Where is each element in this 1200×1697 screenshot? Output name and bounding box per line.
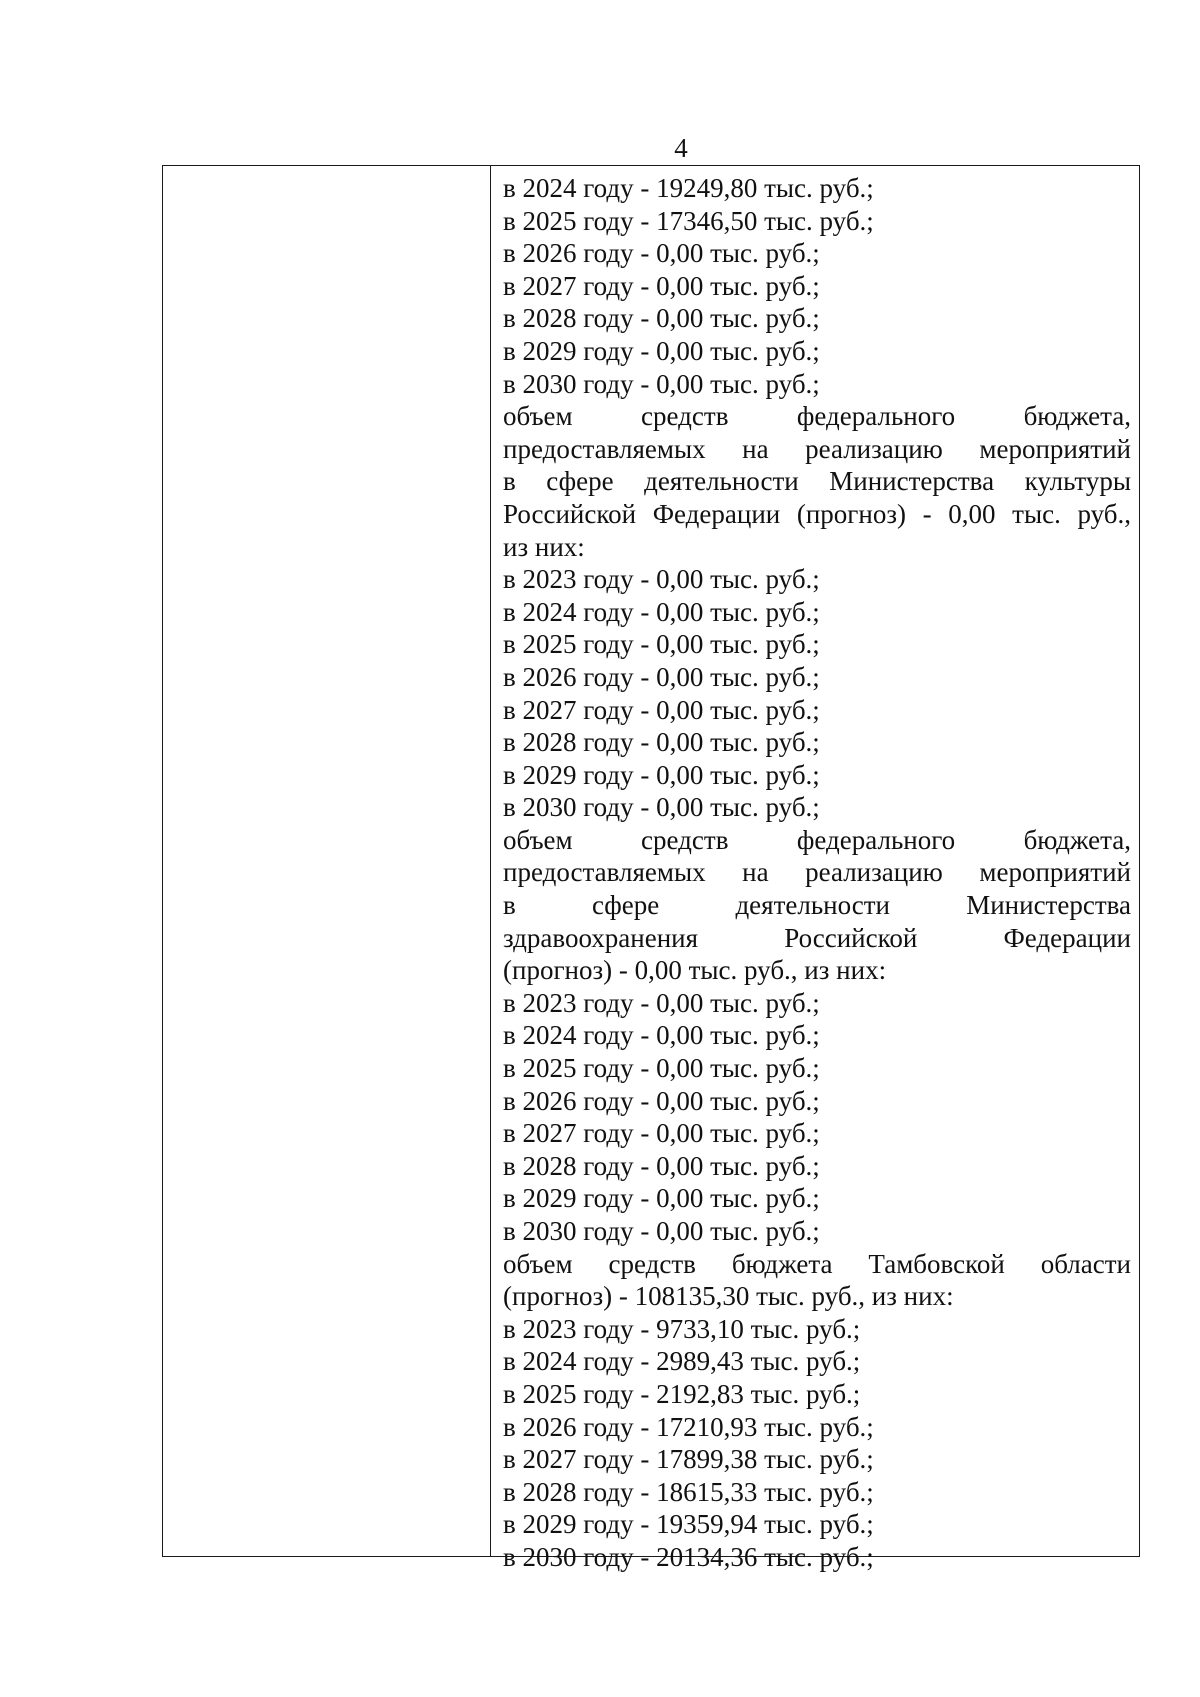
column-divider xyxy=(490,166,491,1556)
text-line: в 2028 году - 0,00 тыс. руб.; xyxy=(503,727,820,758)
text-line: в 2028 году - 0,00 тыс. руб.; xyxy=(503,303,820,334)
text-line: в сфере деятельности Министерства xyxy=(503,890,1131,921)
text-line: объем средств федерального бюджета, xyxy=(503,401,1131,432)
text-line: в 2030 году - 0,00 тыс. руб.; xyxy=(503,1216,820,1246)
text-line: объем средств федерального бюджета, xyxy=(503,824,1131,855)
text-line: в 2027 году - 0,00 тыс. руб.; xyxy=(503,694,820,725)
text-line: в 2026 году - 0,00 тыс. руб.; xyxy=(503,661,820,692)
text-line: в 2027 году - 0,00 тыс. руб.; xyxy=(503,1118,820,1149)
text-line: (прогноз) - 108135,30 тыс. руб., из них: xyxy=(503,1281,954,1312)
text-line: в 2027 году - 0,00 тыс. руб.; xyxy=(503,270,820,301)
text-line: в сфере деятельности Министерства культуры xyxy=(503,466,1131,497)
text-line: в 2029 году - 0,00 тыс. руб.; xyxy=(503,1183,820,1214)
text-line: предоставляемых на реализацию мероприятий xyxy=(503,857,1131,888)
table-left-cell xyxy=(163,166,490,1556)
text-line: в 2023 году - 0,00 тыс. руб.; xyxy=(503,987,820,1018)
text-line: в 2030 году - 0,00 тыс. руб.; xyxy=(503,792,820,823)
table-right-cell xyxy=(503,172,1131,1574)
text-line: в 2026 году - 17210,93 тыс. руб.; xyxy=(503,1411,874,1442)
text-line: (прогноз) - 0,00 тыс. руб., из них: xyxy=(503,955,887,986)
text-line: Российской Федерации (прогноз) - 0,00 тыс. руб., xyxy=(503,498,1131,529)
text-line: в 2025 году - 0,00 тыс. руб.; xyxy=(503,1053,820,1084)
text-line: здравоохранения Российской Федерации xyxy=(503,922,1131,953)
text-line: в 2028 году - 18615,33 тыс. руб.; xyxy=(503,1476,874,1507)
text-line: в 2025 году - 2192,83 тыс. руб.; xyxy=(503,1378,861,1409)
text-line: в 2023 году - 0,00 тыс. руб.; xyxy=(503,564,820,595)
text-line: в 2030 году - 0,00 тыс. руб.; xyxy=(503,368,820,399)
document-table xyxy=(162,165,1140,1572)
text-line: в 2029 году - 0,00 тыс. руб.; xyxy=(503,759,820,790)
text-line: в 2024 году - 0,00 тыс. руб.; xyxy=(503,1020,820,1051)
page-number: 4 xyxy=(674,133,688,163)
text-line: в 2023 году - 9733,10 тыс. руб.; xyxy=(503,1313,861,1344)
text-line: в 2026 году - 0,00 тыс. руб.; xyxy=(503,1085,820,1116)
text-line: в 2029 году - 19359,94 тыс. руб.; xyxy=(503,1509,874,1540)
text-line: объем средств бюджета Тамбовской области xyxy=(503,1248,1131,1279)
text-line: в 2024 году - 2989,43 тыс. руб.; xyxy=(503,1346,861,1377)
text-line: в 2024 году - 19249,80 тыс. руб.; xyxy=(503,173,874,203)
text-line: предоставляемых на реализацию мероприятий xyxy=(503,433,1131,464)
text-line: в 2027 году - 17899,38 тыс. руб.; xyxy=(503,1444,874,1475)
text-line: в 2024 году - 0,00 тыс. руб.; xyxy=(503,596,820,627)
text-line: в 2029 году - 0,00 тыс. руб.; xyxy=(503,335,820,366)
text-line: из них: xyxy=(503,531,585,562)
text-line: в 2030 году - 20134,36 тыс. руб.; xyxy=(503,1541,874,1572)
text-line: в 2028 году - 0,00 тыс. руб.; xyxy=(503,1150,820,1181)
text-line: в 2025 году - 17346,50 тыс. руб.; xyxy=(503,205,874,236)
text-line: в 2025 году - 0,00 тыс. руб.; xyxy=(503,629,820,660)
text-line: в 2026 году - 0,00 тыс. руб.; xyxy=(503,238,820,269)
